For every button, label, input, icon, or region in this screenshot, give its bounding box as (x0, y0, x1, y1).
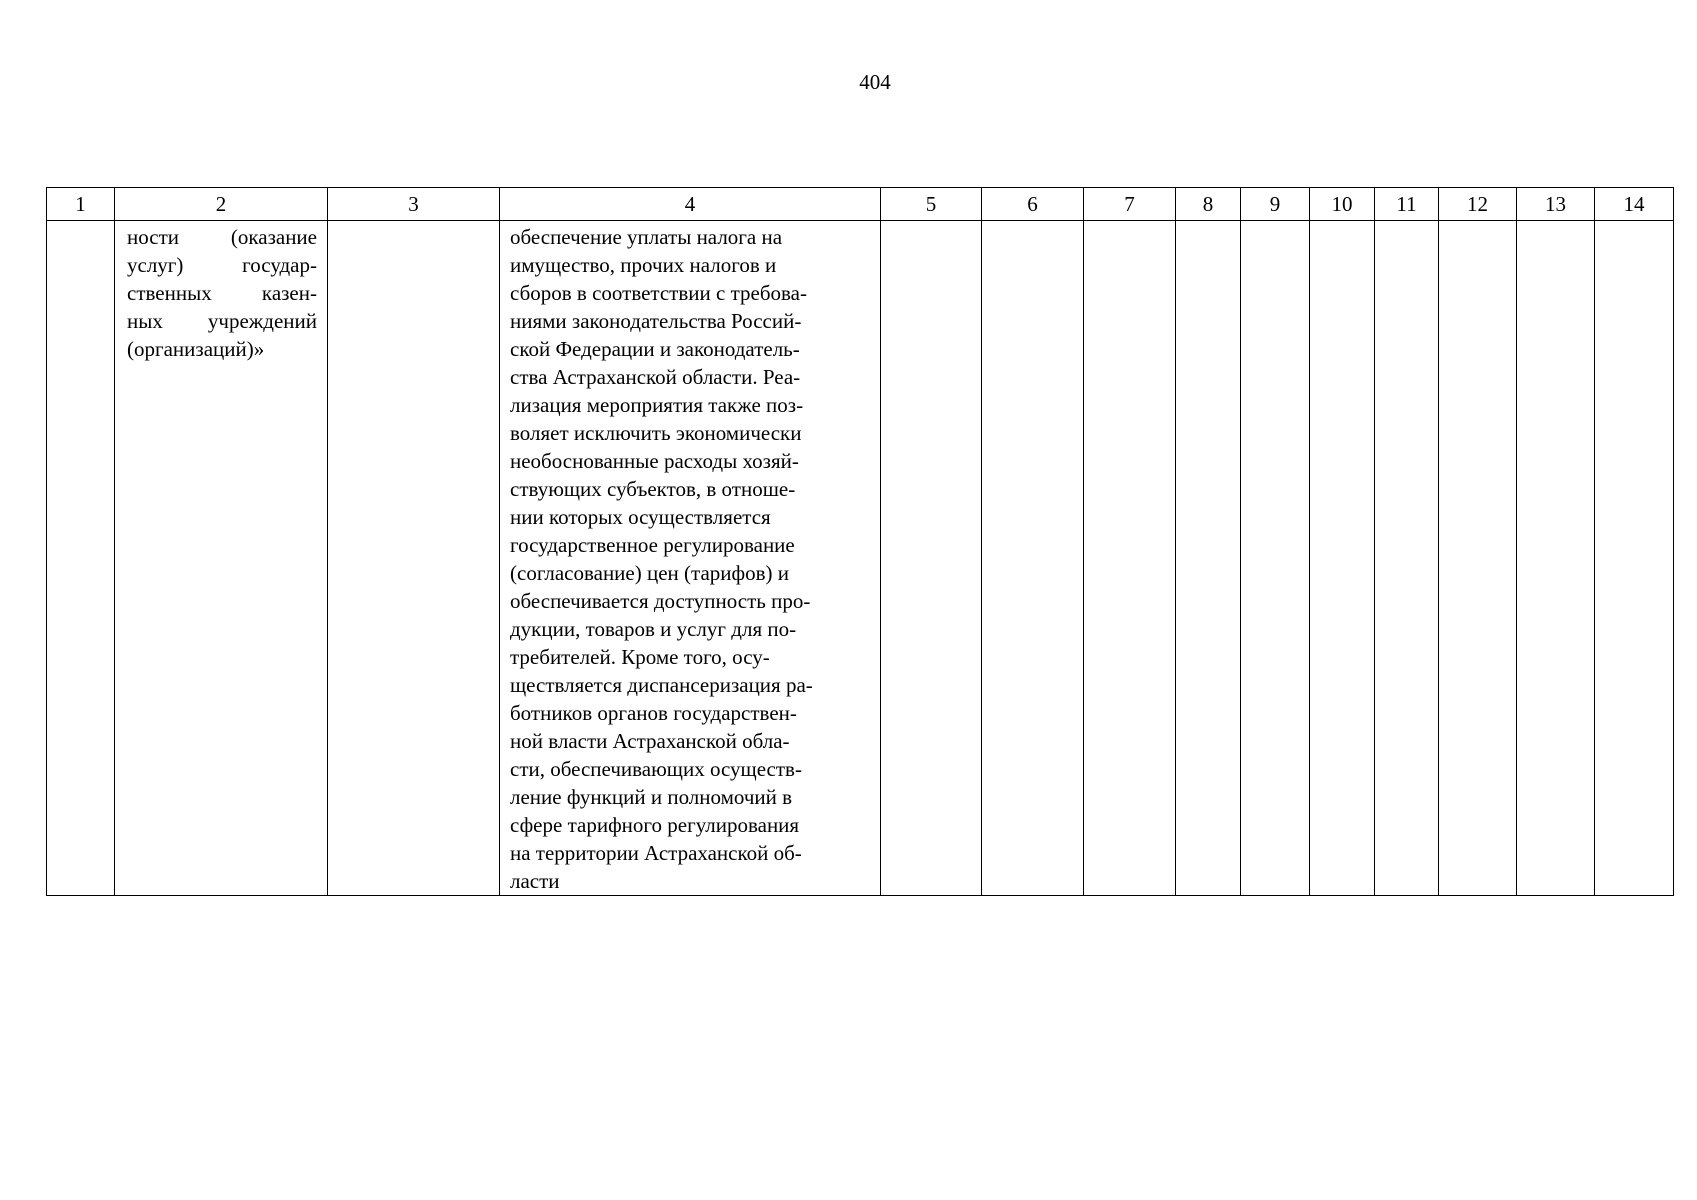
text-line: ствующих субъектов, в отноше- (510, 477, 796, 501)
column-header-7: 7 (1084, 188, 1176, 221)
text-line: ственных казен- (127, 281, 317, 305)
text-line: требителей. Кроме того, осу- (510, 645, 770, 669)
text-line: сборов в соответствии с требова- (510, 281, 807, 305)
text-line: сфере тарифного регулирования (510, 813, 800, 837)
text-line: ществляется диспансеризация ра- (510, 673, 813, 697)
text-line: ных учреждений (127, 309, 317, 333)
cell-col-8 (1176, 221, 1241, 896)
cell-col-10 (1310, 221, 1375, 896)
text-line: обеспечение уплаты налога на (510, 225, 783, 249)
text-line: ботников органов государствен- (510, 701, 797, 725)
text-line: лизация мероприятия также поз- (510, 393, 804, 417)
column-number-row (47, 188, 1674, 221)
column-header-2: 2 (115, 188, 328, 221)
column-header-3: 3 (328, 188, 500, 221)
column-header-13: 13 (1517, 188, 1595, 221)
column-header-1: 1 (47, 188, 115, 221)
cell-col-13 (1517, 221, 1595, 896)
text-line: воляет исключить экономически (510, 421, 802, 445)
text-line: на территории Астраханской об- (510, 841, 802, 865)
cell-col-5 (881, 221, 982, 896)
text-line: ства Астраханской области. Реа- (510, 365, 801, 389)
text-line: имущество, прочих налогов и (510, 253, 777, 277)
text-line: ности (оказание (127, 225, 317, 249)
cell-col-3 (328, 221, 500, 896)
cell-col-6 (982, 221, 1084, 896)
text-line: ление функций и полномочий в (510, 785, 793, 809)
column-header-8: 8 (1176, 188, 1241, 221)
text-line: необоснованные расходы хозяй- (510, 449, 799, 473)
text-line: нии которых осуществляется (510, 505, 771, 529)
table-row (47, 221, 1674, 896)
text-line: (организаций)» (127, 337, 265, 361)
text-line: ласти (510, 869, 560, 893)
column-header-10: 10 (1310, 188, 1375, 221)
text-line: сти, обеспечивающих осуществ- (510, 757, 802, 781)
column-header-12: 12 (1439, 188, 1517, 221)
text-line: ниями законодательства Россий- (510, 309, 802, 333)
cell-col-2-measure-name (115, 221, 328, 896)
cell-col-7 (1084, 221, 1176, 896)
text-line: государственное регулирование (510, 533, 795, 557)
column-header-14: 14 (1595, 188, 1674, 221)
column-header-5: 5 (881, 188, 982, 221)
cell-col-4-description (500, 221, 881, 896)
text-line: (согласование) цен (тарифов) и (510, 561, 790, 585)
column-header-11: 11 (1375, 188, 1439, 221)
column-header-4: 4 (500, 188, 881, 221)
column-header-9: 9 (1241, 188, 1310, 221)
page-number: 404 (859, 70, 891, 94)
column-header-6: 6 (982, 188, 1084, 221)
cell-col-9 (1241, 221, 1310, 896)
text-line: дукции, товаров и услуг для по- (510, 617, 797, 641)
cell-col-14 (1595, 221, 1674, 896)
cell-col-11 (1375, 221, 1439, 896)
cell-col-1 (47, 221, 115, 896)
cell-col-12 (1439, 221, 1517, 896)
program-table (46, 187, 1674, 896)
text-line: услуг) государ- (127, 253, 317, 277)
text-line: ной власти Астраханской обла- (510, 729, 790, 753)
text-line: обеспечивается доступность про- (510, 589, 811, 613)
text-line: ской Федерации и законодатель- (510, 337, 800, 361)
